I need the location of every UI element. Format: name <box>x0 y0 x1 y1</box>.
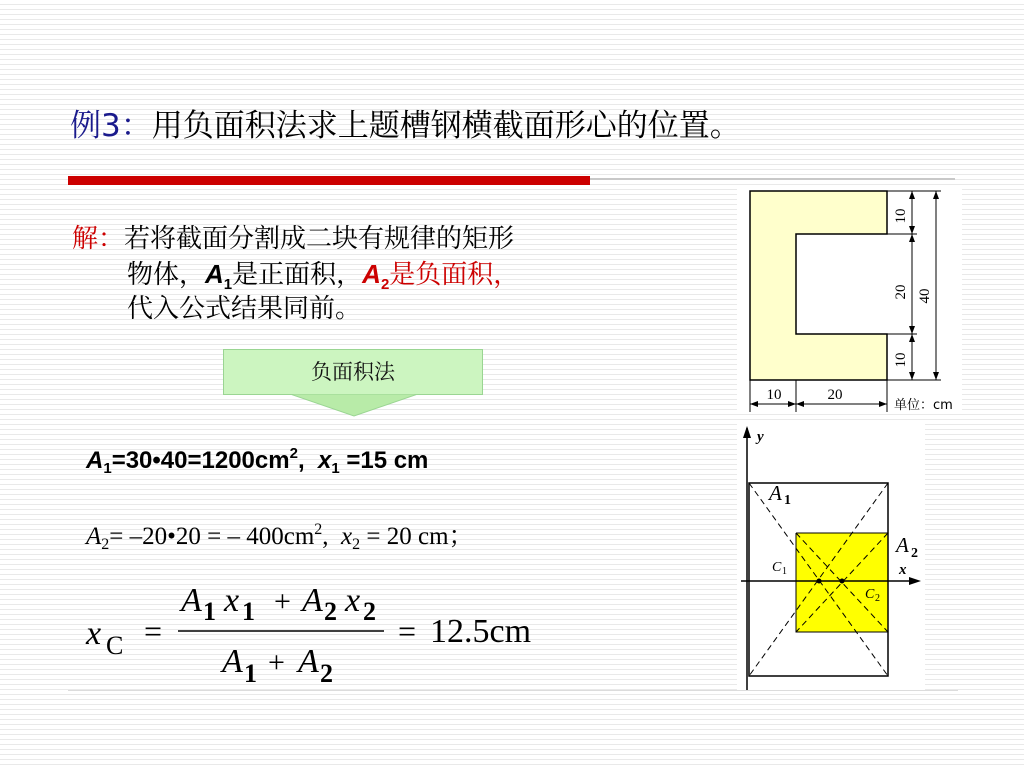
dim-bottom-left-label: 10 <box>766 387 782 403</box>
solution-text-2b: 是正面积， <box>232 260 363 290</box>
c1-label: C <box>772 560 782 575</box>
a1-label-sub: 1 <box>784 493 791 508</box>
footer-divider-line <box>68 690 958 691</box>
title-underline-bar <box>68 176 590 185</box>
equation-a1 <box>86 447 428 475</box>
c2-label: C <box>865 587 875 602</box>
equation-a2 <box>86 516 474 552</box>
formula-num-xs1: 1 <box>242 597 255 626</box>
dim-middle-label: 20 <box>893 284 909 300</box>
formula-plus-num: + <box>274 585 291 618</box>
unit-label: 单位：cm <box>894 398 953 413</box>
c1-label-sub: 1 <box>782 566 787 577</box>
title-text: 用负面积法求上题槽钢横截面形心的位置。 <box>151 108 741 144</box>
eq2-xvar: x <box>341 523 353 550</box>
a1-symbol: A <box>205 259 224 289</box>
eq1-xval: =15 cm <box>339 447 429 474</box>
a2-label-sub: 2 <box>911 546 918 561</box>
eq1-xsub: 1 <box>331 460 340 477</box>
y-axis-label: y <box>757 429 764 445</box>
dim-top-label: 10 <box>893 208 909 224</box>
formula-equals-1: = <box>144 613 163 649</box>
solution-text-2c: 是负面积， <box>389 260 520 290</box>
eq2-var: A <box>86 523 102 550</box>
method-label: 负面积法 <box>311 360 395 384</box>
page-title <box>70 100 741 145</box>
solution-text-3: 代入公式结果同前。 <box>127 294 362 324</box>
a1-label: A <box>769 481 782 505</box>
formula-num-x1: x <box>224 582 240 619</box>
formula-num-xs2: 2 <box>363 597 376 626</box>
eq2-xval: = 20 cm； <box>360 523 474 550</box>
formula-num-a1: A <box>181 582 202 619</box>
method-box <box>223 349 483 395</box>
a2-subscript: 2 <box>380 276 390 293</box>
solution-label: 解： <box>72 224 125 254</box>
eq2-sub: 2 <box>101 536 110 553</box>
example-label: 例3： <box>70 108 152 144</box>
formula-num-x2: x <box>345 582 361 619</box>
formula-den-s2: 2 <box>320 659 333 688</box>
formula-num-a2: A <box>302 582 323 619</box>
dim-total-label: 40 <box>917 288 933 304</box>
eq1-xvar: x <box>317 447 332 474</box>
eq2-body: = –20•20 = – 400cm <box>109 523 315 550</box>
formula-result: 12.5cm <box>430 613 532 650</box>
down-arrow-icon <box>290 394 418 418</box>
title-divider-line <box>590 178 955 180</box>
c2-label-sub: 2 <box>875 593 880 604</box>
solution-line-1 <box>72 222 514 256</box>
dim-bottom-label: 10 <box>893 352 909 368</box>
eq1-body: =30•40=1200cm <box>111 447 290 474</box>
c1-point <box>817 579 822 584</box>
centroid-formula <box>84 578 584 690</box>
solution-line-2 <box>127 257 519 296</box>
eq1-var: A <box>86 447 104 474</box>
eq1-sup: 2 <box>289 445 298 462</box>
formula-num-s2: 2 <box>324 597 337 626</box>
c2-point <box>840 579 845 584</box>
formula-lhs-sub: C <box>106 631 124 660</box>
eq2-xsub: 2 <box>352 536 361 553</box>
eq1-comma: , <box>297 447 305 474</box>
formula-equals-2: = <box>398 613 417 649</box>
solution-text-2a: 物体， <box>127 260 206 290</box>
eq2-sup: 2 <box>314 521 323 538</box>
a1-subscript: 1 <box>223 276 233 293</box>
solution-line-3 <box>127 292 361 326</box>
formula-plus-den: + <box>268 646 285 679</box>
dim-bottom-right-label: 20 <box>827 387 843 403</box>
x-axis-label: x <box>899 562 907 578</box>
negative-area-figure <box>737 424 925 690</box>
formula-lhs-var: x <box>86 615 102 652</box>
channel-section-figure <box>737 186 962 414</box>
formula-num-s1: 1 <box>203 597 216 626</box>
formula-den-a2: A <box>298 643 319 680</box>
solution-text-1: 若将截面分割成二块有规律的矩形 <box>124 224 515 254</box>
formula-den-a1: A <box>222 643 243 680</box>
formula-den-s1: 1 <box>244 659 257 688</box>
a2-symbol: A <box>362 259 381 289</box>
a2-label: A <box>896 533 909 557</box>
eq1-sub: 1 <box>103 460 112 477</box>
eq2-comma: , <box>322 523 329 550</box>
